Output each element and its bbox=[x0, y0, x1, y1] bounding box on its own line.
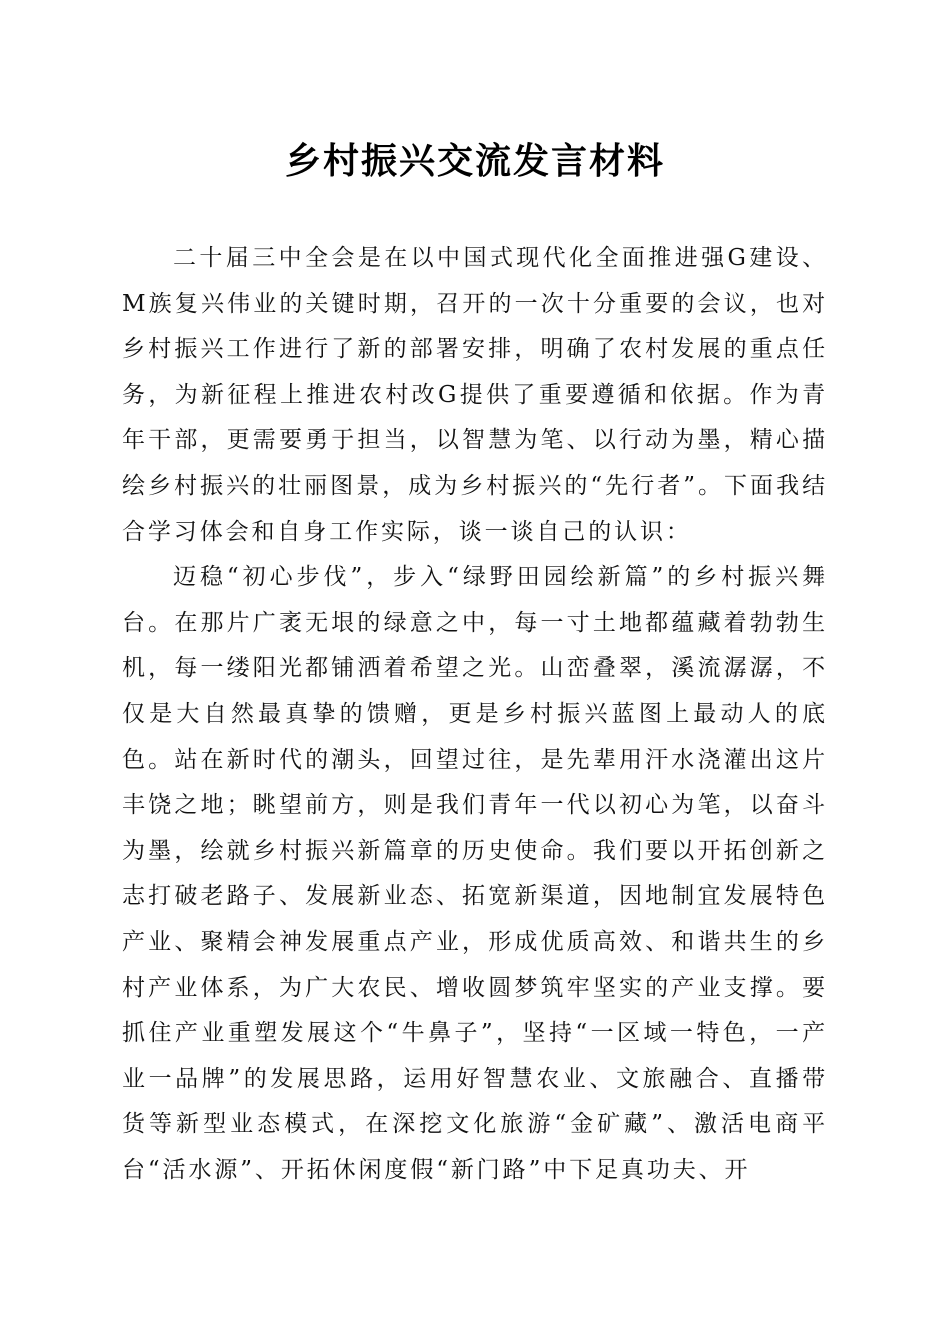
paragraph-intro: 二十届三中全会是在以中国式现代化全面推进强G建设、M族复兴伟业的关键时期，召开的一次十分重要的会议，也对乡村振兴工作进行了新的部署安排，明确了农村发展的重点任务，为新征程上推进农村改G提供了重要遵循和依据。作为青年干部，更需要勇于担当，以智慧为笔、以行动为墨，精心描绘乡村振兴的壮丽图景，成为乡村振兴的“先行者”。下面我结合学习体会和自身工作实际，谈一谈自己的认识： bbox=[122, 245, 828, 545]
document-title: 乡村振兴交流发言材料 bbox=[284, 140, 665, 182]
paragraph-first-point: 迈稳“初心步伐”，步入“绿野田园绘新篇”的乡村振兴舞台。在那片广袤无垠的绿意之中，每一寸土地都蕴藏着勃勃生机，每一缕阳光都铺洒着希望之光。山峦叠翠，溪流潺潺，不仅是大自然最真挚的馈赠，更是乡村振兴蓝图上最动人的底色。站在新时代的潮头，回望过往，是先辈用汗水浇灌出这片丰饶之地；眺望前方，则是我们青年一代以初心为笔，以奋斗为墨，绘就乡村振兴新篇章的历史使命。我们要以开拓创新之志打破老路子、发展新业态、拓宽新渠道，因地制宜发展特色产业、聚精会神发展重点产业，形成优质高效、和谐共生的乡村产业体系，为广大农民、增收圆梦筑牢坚实的产业支撑。要抓住产业重塑发展这个“牛鼻子”，坚持“一区域一特色，一产业一品牌”的发展思路，运用好智慧农业、文旅融合、直播带货等新型业态模式，在深挖文化旅游“金矿藏”、激活电商平台“活水源”、开拓休闲度假“新门路”中下足真功夫、开 bbox=[122, 564, 828, 1183]
document-body bbox=[122, 236, 828, 1193]
